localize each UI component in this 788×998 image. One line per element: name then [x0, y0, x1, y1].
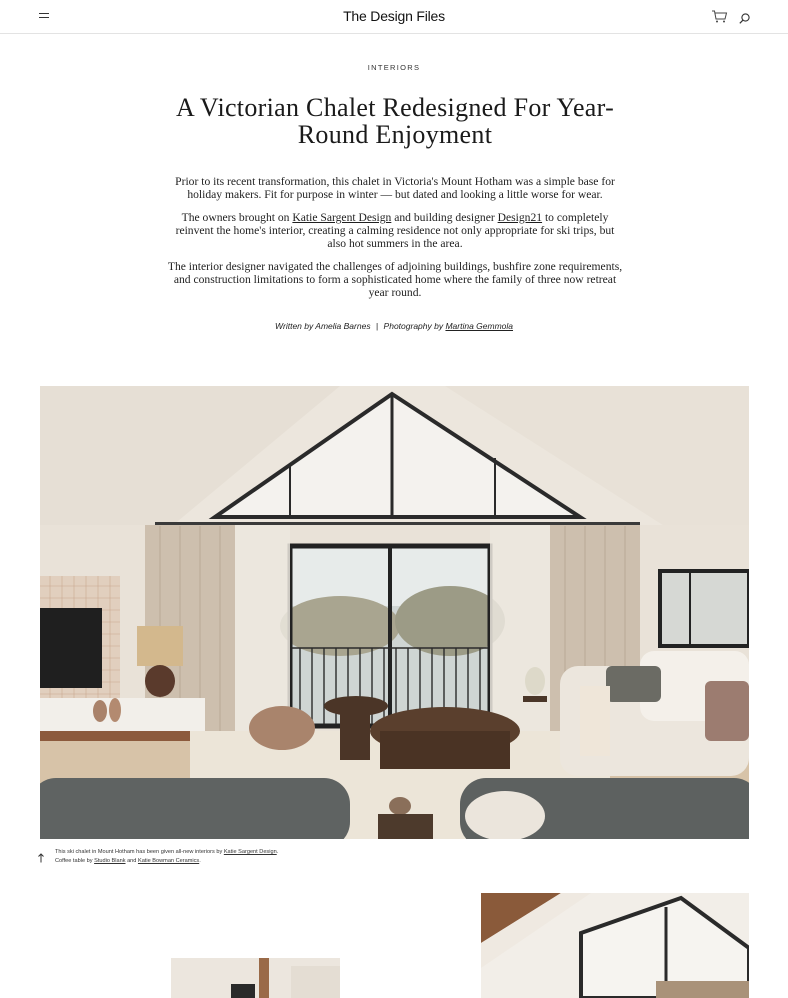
p2-text-end: to completely reinvent the home's interior, creating a calming residence not only appropriate for ski trips, but also hot summers in the area. — [175, 211, 615, 250]
studio-blank-link[interactable]: Studio Blank — [94, 858, 126, 864]
article-credits — [0, 321, 788, 331]
article-category[interactable]: INTERIORS — [367, 63, 421, 72]
katie-sargent-design-link[interactable]: Katie Sargent Design — [292, 211, 392, 224]
credits-separator: | — [375, 321, 379, 331]
written-by: Written by Amelia Barnes — [274, 321, 371, 331]
article-title: A Victorian Chalet Redesigned For Year-Round Enjoyment — [175, 93, 615, 149]
intro-paragraph-1: Prior to its recent transformation, this chalet in Victoria's Mount Hotham was a simple base for holiday makers. Fit for purpose in winter — but dated and looking a little worse for wear. — [175, 175, 615, 201]
photography-prefix: Photography by — [383, 321, 446, 331]
p2-text-start: The owners brought on — [181, 211, 293, 224]
caption-middle-2: and — [125, 858, 138, 864]
site-logo[interactable]: The Design Files — [343, 8, 445, 24]
site-header — [0, 0, 788, 34]
design21-link[interactable]: Design21 — [497, 211, 543, 224]
photographer-link[interactable]: Martina Gemmola — [445, 321, 514, 331]
caption-text-2: Coffee table by — [55, 858, 95, 864]
search-icon[interactable] — [738, 10, 751, 23]
arrow-up-icon — [37, 848, 45, 858]
p2-text-middle: and building designer — [391, 211, 498, 224]
shopping-cart-icon[interactable] — [711, 9, 728, 24]
caption-end-2: . — [199, 858, 201, 864]
katie-bowman-ceramics-link[interactable]: Katie Bowman Ceramics — [137, 858, 200, 864]
gallery-image-right[interactable] — [481, 893, 749, 998]
gallery-image-left[interactable] — [171, 958, 340, 998]
caption-line-1 — [55, 848, 385, 857]
intro-paragraph-3: The interior designer navigated the challenges of adjoining buildings, bushfire zone requirements, and construction limitations to form a sophisticated home where the family of three now retreat year round. — [167, 260, 623, 299]
caption-text-1: This ski chalet in Mount Hotham has been given all-new interiors by — [55, 849, 224, 855]
caption-line-2 — [55, 857, 385, 866]
hero-image[interactable] — [40, 386, 749, 839]
image-caption — [55, 848, 385, 866]
caption-end-1: . — [276, 849, 279, 855]
caption-katie-sargent-link[interactable]: Katie Sargent Design — [223, 849, 277, 855]
intro-paragraph-2 — [166, 211, 624, 250]
